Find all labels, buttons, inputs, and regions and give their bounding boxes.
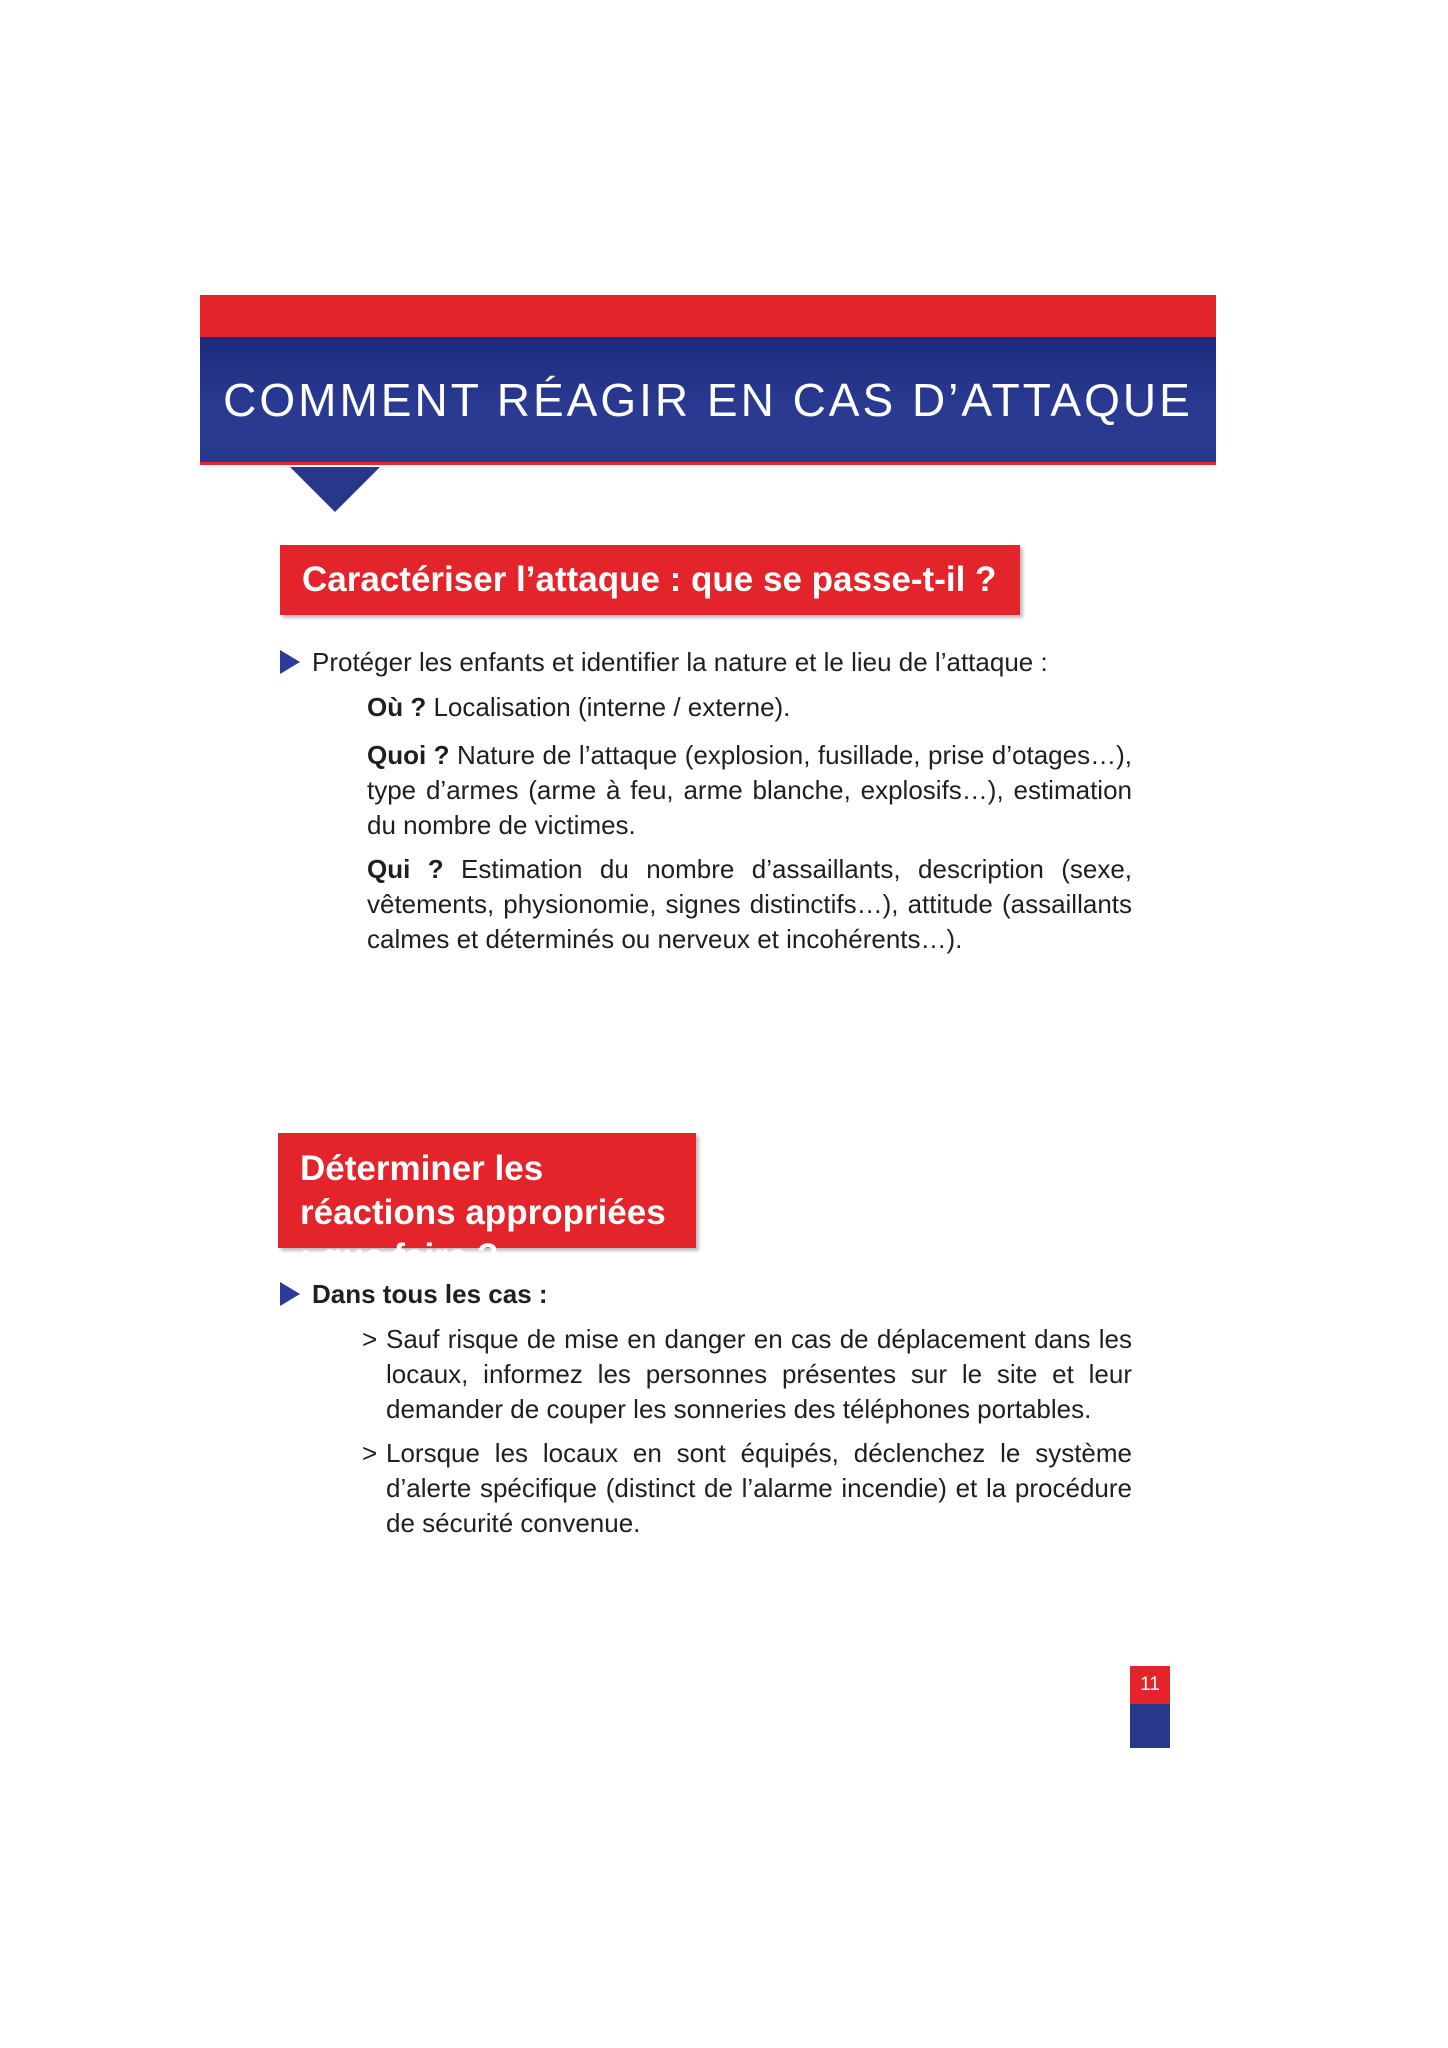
list-item-text: Sauf risque de mise en danger en cas de déplacement dans les locaux, informez les personnes présentes sur le site et leur demander de couper les sonneries des téléphones portables. (386, 1324, 1132, 1424)
text-who: Estimation du nombre d’assaillants, description (sexe, vêtements, physionomie, signes distinctifs…), attitude (assaillants calmes et déterminés ou nerveux et incohérents…). (367, 854, 1133, 954)
label-what: Quoi ? (367, 740, 450, 770)
triangle-bullet-icon (280, 650, 300, 674)
bullet-text: Dans tous les cas : (312, 1279, 548, 1309)
page-title: COMMENT RÉAGIR EN CAS D’ATTAQUE (223, 373, 1193, 426)
paragraph-where (367, 690, 1132, 725)
banner-blue-panel (200, 337, 1216, 465)
label-where: Où ? (367, 692, 427, 722)
section-heading-reactions (278, 1133, 696, 1276)
paragraph-what (367, 738, 1132, 843)
list-item-text: Lorsque les locaux en sont équipés, déclenchez le système d’alerte spécifique (distinct de l’alarme incendie) et la procédure de sécurité convenue. (386, 1438, 1132, 1538)
banner-red-stripe (200, 295, 1216, 337)
section-heading-text: Déterminer les réactions appropriées : que faire ? (300, 1149, 666, 1276)
page-number: 11 (1130, 1666, 1170, 1704)
triangle-bullet-icon (280, 1282, 300, 1306)
section-heading-characterize (280, 545, 1020, 615)
page-number-blue-block (1130, 1704, 1170, 1748)
bullet-protect-children (280, 645, 1048, 679)
paragraph-who (367, 852, 1132, 957)
list-marker: > (362, 1438, 378, 1468)
section-heading-text: Caractériser l’attaque : que se passe-t-il ? (302, 560, 997, 599)
bullet-text: Protéger les enfants et identifier la nature et le lieu de l’attaque : (312, 647, 1048, 677)
header-banner (200, 295, 1216, 467)
label-who: Qui ? (367, 854, 444, 884)
text-what: Nature de l’attaque (explosion, fusillade, prise d’otages…), type d’armes (arme à feu, arme blanche, explosifs…), estimation du nombre de victimes. (367, 740, 1132, 840)
bullet-all-cases (280, 1277, 548, 1311)
page-number-tab (1130, 1666, 1170, 1748)
banner-pointer-triangle (290, 467, 380, 512)
list-marker: > (362, 1324, 378, 1354)
list-item-inform-people (362, 1322, 1132, 1427)
list-item-trigger-alert (362, 1436, 1132, 1541)
text-where: Localisation (interne / externe). (426, 692, 791, 722)
